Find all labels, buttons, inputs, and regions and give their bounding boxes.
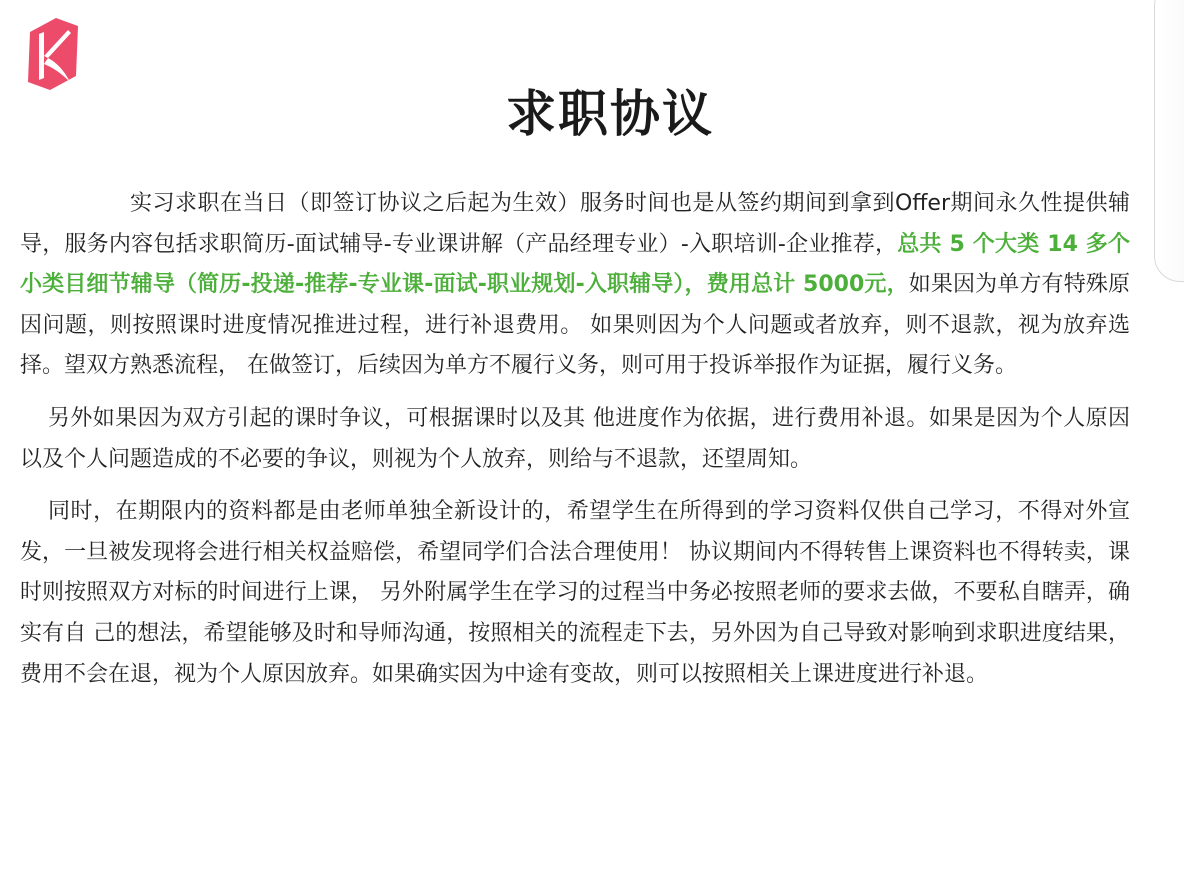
paragraph-service-terms [20, 184, 1130, 387]
paragraph-materials-terms: 同时，在期限内的资料都是由老师单独全新设计的，希望学生在所得到的学习资料仅供自己学习，不得对外宣发，一旦被发现将会进行相关权益赔偿，希望同学们合法合理使用！ 协议期间内不得转售上课资料也不得转卖，课时则按照双方对标的时间进行上课， 另外附属学生在学习的过程当中务必按照老师的要求去做，不要私自瞎弄，确实有自 己的想法，希望能够及时和导师沟通，按照相关的流程走下去，另外因为自己导致对影响到求职进度结果，费用不会在退，视为个人原因放弃。如果确实因为中途有变故，则可以按照相关上课进度进行补退。 [20, 499, 1130, 687]
page-title: 求职协议 [506, 85, 714, 143]
fee-highlight-text: 总共 5 个大类 14 多个小类目细节辅导（简历-投递-推荐-专业课-面试-职业规划-入职辅导），费用总计 5000元， [20, 231, 1130, 298]
paragraph-text: 实习求职在当日（即签订协议之后起为生效）服务时间也是从签约期间到拿到Offer期间永久性提供辅导，服务内容包括求职简历-面试辅导-专业课讲解（产品经理专业）-入职培训-企业推荐， [20, 191, 1130, 257]
paragraph-text: 如果因为单方有特殊原因问题，则按照课时进度情况推进过程，进行补退费用。 如果则因为个人问题或者放弃，则不退款，视为放弃选择。望双方熟悉流程， 在做签订，后续因为单方不履行义务，则可用于投诉举报作为证据，履行义务。 [20, 272, 1130, 379]
agreement-body [20, 184, 1130, 707]
paragraph-dispute-terms: 另外如果因为双方引起的课时争议，可根据课时以及其 他进度作为依据，进行费用补退。如果是因为个人原因以及个人问题造成的不必要的争议，则视为个人放弃，则给与不退款，还望周知。 [20, 405, 1130, 472]
